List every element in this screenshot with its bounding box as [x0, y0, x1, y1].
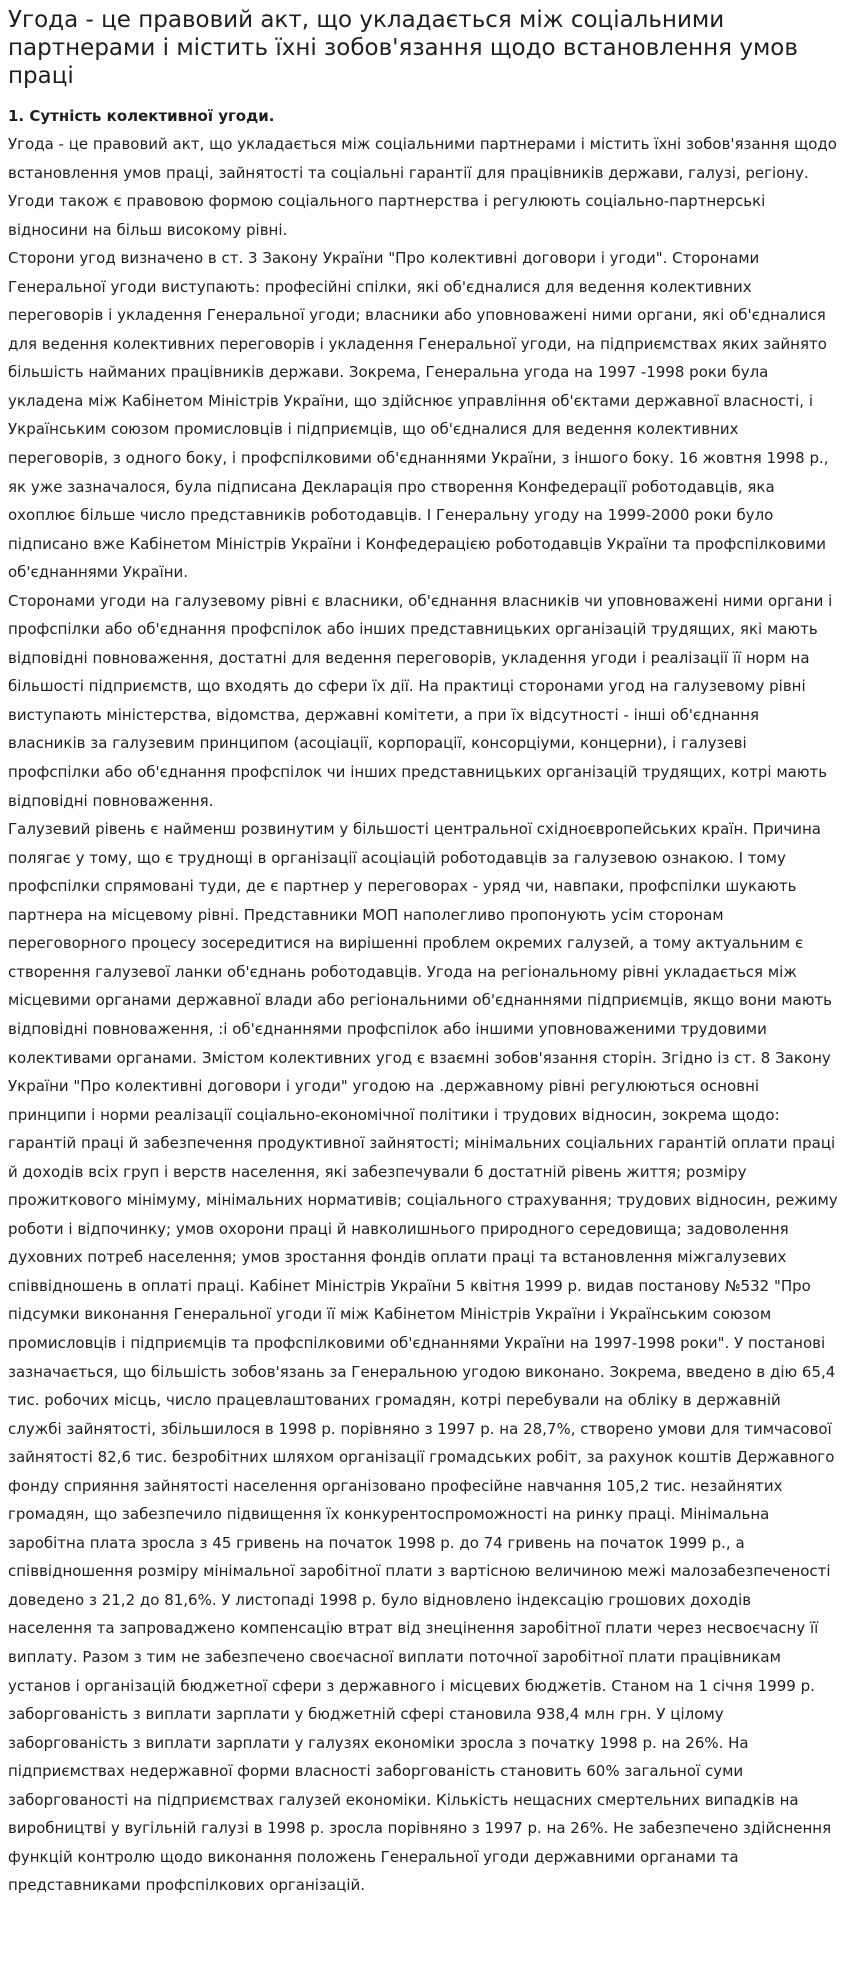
paragraph-1: Угода - це правовий акт, що укладається між соціальними партнерами і містить їхні зобов'язання щодо встановлення умов праці, зайнятості та соціальні гарантії для працівників держави, галузі, регіону. Угоди також є правовою формою соціального партнерства і регулюють соціально-партнерські відносини на більш високому рівні.	[8, 135, 837, 239]
section-heading: 1. Сутність колективної угоди.	[8, 107, 275, 125]
paragraph-2: Сторони угод визначено в ст. 3 Закону України "Про колективні договори і угоди". Сторонами Генеральної угоди виступають: професійні спілки, які об'єдналися для ведення колективних переговорів і укладення Генеральної угоди; власники або уповноважені ними органи, які об'єдналися для ведення колективних переговорів і укладення Генеральної угоди, на підприємствах яких зайнято більшість найманих працівників держави. Зокрема, Генеральна угода на 1997 -1998 роки була укладена між Кабінетом Міністрів України, що здійснює управління об'єктами державної власності, і Українським союзом промисловців і підприємців, що об'єдналися для ведення колективних переговорів, з одного боку, і профспілковими об'єднаннями України, з іншого боку. 16 жовтня 1998 р., як уже зазначалося, була підписана Декларація про створення Конфедерації роботодавців, яка охоплює більше число представників роботодавців. І Генеральну угоду на 1999-2000 роки було підписано вже Кабінетом Міністрів України і Конфедерацією роботодавців України та профспілковими об'єднаннями України.	[8, 249, 829, 582]
paragraph-4: Галузевий рівень є найменш розвинутим у більшості центральної східноєвропейських країн. Причина полягає у тому, що є труднощі в організації асоціацій роботодавців за галузевою ознакою. І тому профспілки спрямовані туди, де є партнер у переговорах - уряд чи, навпаки, профспілки шукають партнера на місцевому рівні. Представники МОП наполегливо пропонують усім сторонам переговорного процесу зосередитися на вирішенні проблем окремих галузей, а тому актуальним є створення галузевої ланки об'єднань роботодавців. Угода на регіональному рівні укладається між місцевими органами державної влади або регіональними об'єднаннями підприємців, якщо вони мають відповідні повноваження, :і об'єднаннями профспілок або іншими уповноваженими трудовими колективами органами. Змістом колективних угод є взаємні зобов'язання сторін. Згідно із ст. 8 Закону України "Про колективні договори і угоди" угодою на .державному рівні регулюються основні принципи і норми реалізації соціально-економічної політики і трудових відносин, зокрема щодо: гарантій праці й забезпечення продуктивної зайнятості; мінімальних соціальних гарантій оплати праці й доходів всіх груп і верств населення, які забезпечували б достатній рівень життя; розміру прожиткового мінімуму, мінімальних нормативів; соціального страхування; трудових відносин, режиму роботи і відпочинку; умов охорони праці й навколишнього природного середовища; задоволення духовних потреб населення; умов зростання фондів оплати праці та встановлення міжгалузевих співвідношень в оплаті праці. Кабінет Міністрів України 5 квітня 1999 р. видав постанову №532 "Про підсумки виконання Генеральної угоди її між Кабінетом Міністрів України і Українським союзом промисловців і підприємців та профспілковими об'єднаннями України на 1997-1998 роки". У постанові зазначається, що більшість зобов'язань за Генеральною угодою виконано. Зокрема, введено в дію 65,4 тис. робочих місць, число працевлаштованих громадян, котрі перебували на обліку в державній службі зайнятості, збільшилося в 1998 р. порівняно з 1997 р. на 28,7%, створено умови для тимчасової зайнятості 82,6 тис. безробітних шляхом організації громадських робіт, за рахунок коштів Державного фонду сприяння зайнятості населення організовано професійне навчання 105,2 тис. незайнятих громадян, що забезпечило підвищення їх конкурентоспроможності на ринку праці. Мінімальна заробітна плата зросла з 45 гривень на початок 1998 р. до 74 гривень на початок 1999 р., а співвідношення розміру мінімальної заробітної плати з вартісною величиною межі малозабезпеченості доведено з 21,2 до 81,6%. У листопаді 1998 р. було відновлено індексацію грошових доходів населення та запроваджено компенсацію втрат від знецінення заробітної плати через несвоєчасну її виплату. Разом з тим не забезпечено своєчасної виплати поточної заробітної плати працівникам установ і організацій бюджетної сфери з державного і місцевих бюджетів. Станом на 1 січня 1999 р. заборгованість з виплати зарплати у бюджетній сфері становила 938,4 млн грн. У цілому заборгованість з виплати зарплати у галузях економіки зросла з початку 1998 р. на 26%. На підприємствах недержавної форми власності заборгованість становить 60% загальної суми заборгованості на підприємствах галузей економіки. Кількість нещасних смертельних випадків на виробництві у вугільній галузі в 1998 р. зросла порівняно з 1997 р. на 26%. Не забезпечено здійснення функцій контролю щодо виконання положень Генеральної угоди державними органами та представниками профспілкових організацій.	[8, 820, 838, 1895]
page-title: Угода - це правовий акт, що укладається між соціальними партнерами і містить їхні зобов'язання щодо встановлення умов праці	[8, 7, 798, 89]
paragraph-3: Сторонами угоди на галузевому рівні є власники, об'єднання власників чи уповноважені ними органи і профспілки або об'єднання профспілок або інших представницьких організацій трудящих, які мають відповідні повноваження, достатні для ведення переговорів, укладення угоди і реалізації її норм на більшості підприємств, що входять до сфери їх дії. На практиці сторонами угод на галузевому рівні виступають міністерства, відомства, державні комітети, а при їх відсутності - інші об'єднання власників за галузевим принципом (асоціації, корпорації, консорціуми, концерни), і галузеві профспілки або об'єднання профспілок чи інших представницьких організацій трудящих, котрі мають відповідні повноваження.	[8, 591, 833, 810]
document-body	[8, 130, 839, 1900]
